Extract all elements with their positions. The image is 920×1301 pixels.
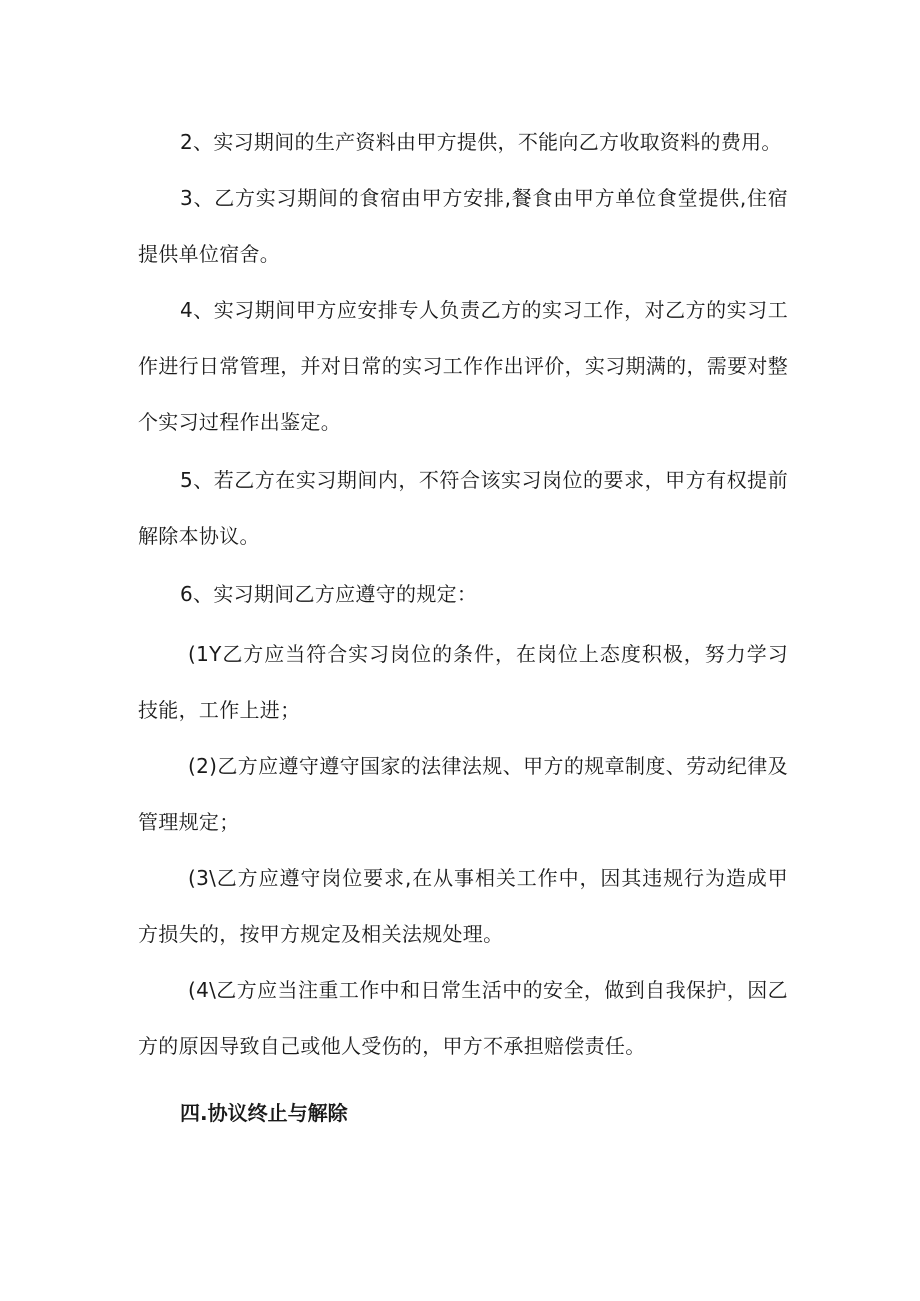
rule-item-1: (1Y乙方应当符合实习岗位的条件，在岗位上态度积极，努力学习技能，工作上进； xyxy=(138,642,788,722)
rule-item-3: (3\乙方应遵守岗位要求,在从事相关工作中，因其违规行为造成甲方损失的，按甲方规定及相关法规处理。 xyxy=(138,866,788,946)
clause-6: 6、实习期间乙方应遵守的规定： xyxy=(180,582,478,606)
clause-3: 3、乙方实习期间的食宿由甲方安排,餐食由甲方单位食堂提供,住宿提供单位宿舍。 xyxy=(138,186,788,266)
clause-2: 2、实习期间的生产资料由甲方提供，不能向乙方收取资料的费用。 xyxy=(180,130,782,154)
clause-5: 5、若乙方在实习期间内，不符合该实习岗位的要求，甲方有权提前解除本协议。 xyxy=(138,468,788,548)
clause-4: 4、实习期间甲方应安排专人负责乙方的实习工作，对乙方的实习工作进行日常管理，并对日常的实习工作作出评价，实习期满的，需要对整个实习过程作出鉴定。 xyxy=(138,298,788,434)
rule-item-4: (4\乙方应当注重工作中和日常生活中的安全，做到自我保护，因乙方的原因导致自己或他人受伤的，甲方不承担赔偿责任。 xyxy=(138,978,788,1058)
rule-item-2: (2)乙方应遵守遵守国家的法律法规、甲方的规章制度、劳动纪律及管理规定； xyxy=(138,754,788,834)
section-heading: 四.协议终止与解除 xyxy=(180,1101,348,1125)
